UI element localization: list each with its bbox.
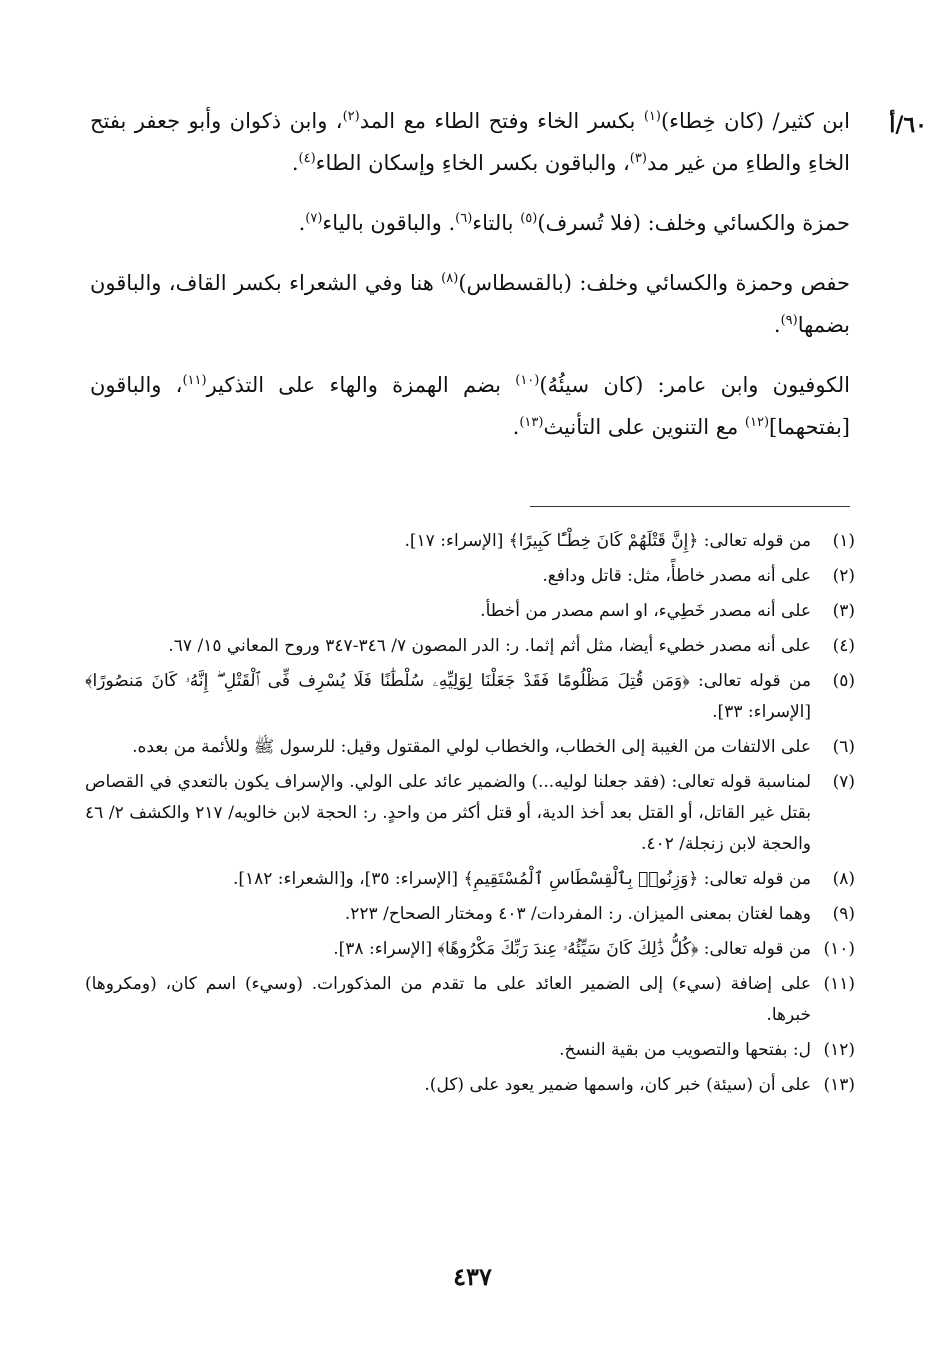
main-paragraph (90, 100, 850, 184)
footnote-ref: (٦) (455, 211, 473, 226)
footnote-number: (١) (832, 531, 855, 551)
footnote-item (85, 899, 855, 930)
footnote-ref: (١١) (182, 373, 207, 388)
footnote-number: (١٠) (823, 939, 855, 959)
footnote-text: من قوله تعالى: ﴿وَزِنُوا۟ بِٱلْقِسْطَاسِ ٱلْمُسْتَقِيمِ﴾ [الإسراء: ٣٥]، و[الشعراء: ١٨٢]. (232, 869, 811, 889)
footnote-number: (٦) (832, 737, 855, 757)
footnote-ref: (٣) (629, 151, 647, 166)
footnote-ref: (٥) (520, 211, 538, 226)
footnote-number: (٤) (832, 636, 855, 656)
footnote-text: على أنه مصدر خَطِيء، او اسم مصدر من أخطأ. (480, 601, 811, 621)
footnote-number: (٣) (832, 601, 855, 621)
footnote-number: (٥) (832, 671, 855, 691)
footnote-text: من قوله تعالى: ﴿كُلُّ ذَٰلِكَ كَانَ سَيِّئُهُۥ عِندَ رَبِّكَ مَكْرُوهًا﴾ [الإسراء: ٣٨]. (333, 939, 811, 959)
text-run: مع التنوين على التأنيث (543, 415, 745, 439)
footnote-item (85, 969, 855, 1031)
footnote-ref: (٤) (298, 151, 316, 166)
text-run: . (512, 415, 520, 439)
footnote-text: على أنه مصدر خطيء أيضا، مثل أثم إثما. ر: الدر المصون ٧/ ٣٤٦-٣٤٧ وروح المعاني ١٥/ ٦٧. (168, 636, 811, 656)
text-run: ، والباقون [بفتحهما] (90, 373, 850, 439)
text-run: بكسر الخاء وفتح الطاء مع المد (359, 109, 644, 133)
page-number: ٤٣٧ (453, 1262, 492, 1291)
footnote-item (85, 561, 855, 592)
footnote-item (85, 526, 855, 557)
footnote-item (85, 666, 855, 728)
footnote-item (85, 1070, 855, 1101)
footnote-item (85, 596, 855, 627)
footnote-ref: (١٣) (519, 415, 544, 430)
footnote-number: (١٣) (823, 1075, 855, 1095)
footnote-item (85, 767, 855, 860)
footnote-number: (٢) (832, 566, 855, 586)
footnote-number: (٧) (832, 772, 855, 792)
footnotes-section (85, 526, 855, 1105)
footnote-item (85, 732, 855, 763)
footnote-item (85, 934, 855, 965)
footnote-text: على إضافة (سيء) إلى الضمير العائد على ما تقدم من المذكورات. (وسيء) اسم كان، (ومكروها) خبرها. (85, 974, 811, 1025)
footnote-item (85, 1035, 855, 1066)
footnote-text: على أنه مصدر خاطأً، مثل: قاتل ودافع. (542, 566, 811, 586)
footnote-text: على أن (سيئة) خبر كان، واسمها ضمير يعود على (كل). (424, 1075, 811, 1095)
folio-margin-note: ٦٠/أ (889, 112, 927, 138)
footnote-text: من قوله تعالى: ﴿وَمَن قُتِلَ مَظْلُومًا فَقَدْ جَعَلْنَا لِوَلِيِّهِۦ سُلْطَٰنًا فَلَا يُسْرِف فِّى ٱلْقَتْلِ ۖ إِنَّهُۥ كَانَ مَنصُورًا﴾ [الإسراء: ٣٣]. (85, 671, 811, 722)
text-run: ابن كثير/ (كان خِطاء) (660, 109, 850, 133)
footnote-number: (٨) (832, 869, 855, 889)
text-run: . (773, 313, 781, 337)
footnote-text: ل: بفتحها والتصويب من بقية النسخ. (559, 1040, 811, 1060)
text-run: . (291, 151, 299, 175)
main-text-body (90, 100, 850, 466)
footnote-ref: (٩) (780, 313, 798, 328)
footnote-ref: (١٠) (515, 373, 540, 388)
footnote-item (85, 864, 855, 895)
text-run: هنا وفي الشعراء بكسر القاف، والباقون بضمها (90, 271, 850, 337)
footnote-text: على الالتفات من الغيبة إلى الخطاب، والخطاب لولي المقتول وقيل: للرسول ﷺ وللأئمة من بعده. (132, 737, 811, 757)
footnote-separator (530, 506, 850, 507)
text-run: ، وابن ذكوان وأبو جعفر بفتح الخاءِ والطاءِ من غير مد (90, 109, 850, 175)
footnote-text: من قوله تعالى: ﴿إِنَّ قَتْلَهُمْ كَانَ خِطْـًٔا كَبِيرًا﴾ [الإسراء: ١٧]. (404, 531, 811, 551)
footnote-ref: (٢) (342, 109, 360, 124)
footnote-text: لمناسبة قوله تعالى: (فقد جعلنا لوليه...) والضمير عائد على الولي. والإسراف يكون بالتعدي في القصاص بقتل غير القاتل، أو القتل بعد أخذ الدية، أو قتل أكثر من واحدٍ. ر: الحجة لابن خالويه/ ٢١٧ والكشف ٢/ ٤٦ والحجة لابن زنجلة/ ٤٠٢. (85, 772, 811, 854)
footnote-number: (١١) (823, 974, 855, 994)
text-run: حمزة والكسائي وخلف: (فلا تُسرف) (537, 211, 850, 235)
text-run: . والباقون بالياء (322, 211, 456, 235)
main-paragraph (90, 202, 850, 244)
text-run: . (298, 211, 306, 235)
text-run: ، والباقون بكسر الخاءِ وإسكان الطاء (315, 151, 630, 175)
text-run: بالتاء (472, 211, 521, 235)
footnote-number: (١٢) (823, 1040, 855, 1060)
footnote-ref: (١٢) (744, 415, 770, 430)
footnote-ref: (١) (643, 109, 661, 124)
main-paragraph (90, 364, 850, 448)
text-run: بضم الهمزة والهاء على التذكير (206, 373, 516, 397)
footnote-text: وهما لغتان بمعنى الميزان. ر: المفردات/ ٤٠٣ ومختار الصحاح/ ٢٢٣. (344, 904, 811, 924)
text-run: الكوفيون وابن عامر: (كان سيئُهُ) (539, 373, 850, 397)
footnote-number: (٩) (832, 904, 855, 924)
text-run: حفص وحمزة والكسائي وخلف: (بالقسطاس) (458, 271, 851, 295)
footnote-item (85, 631, 855, 662)
main-paragraph (90, 262, 850, 346)
footnote-ref: (٧) (305, 211, 323, 226)
footnote-ref: (٨) (441, 271, 459, 286)
